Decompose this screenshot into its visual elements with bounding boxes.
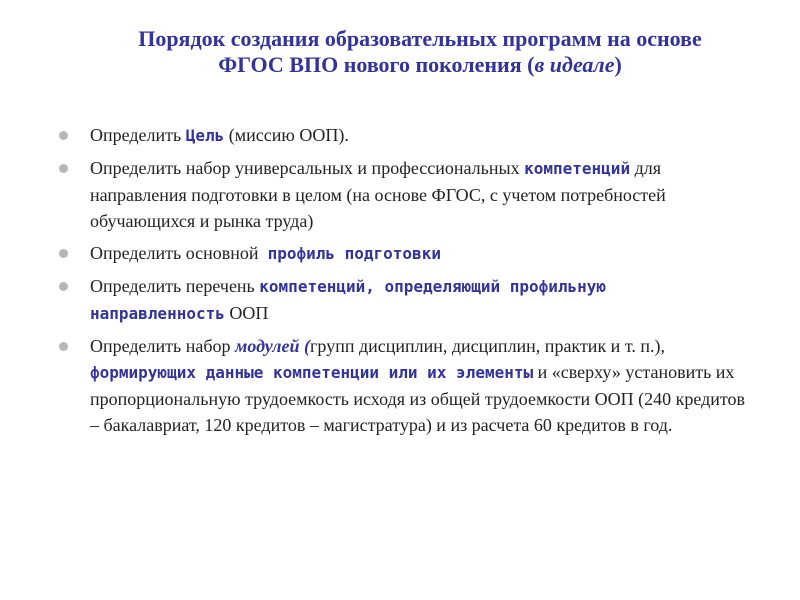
bullet-item-competencies: [56, 155, 746, 234]
bullet-highlight: компетенций, определяющий профильную направленность: [90, 277, 607, 323]
slide-title: [40, 26, 800, 78]
bullet-highlight: компетенций: [524, 159, 631, 178]
title-line-2-prefix: ФГОС ВПО нового поколения (: [218, 52, 535, 77]
bullet-dot-icon: [59, 131, 68, 140]
bullet-text: и «сверху» установить их пропорциональную трудоемкость исходя из общей трудоемкости ООП (240 кредитов – бакалавриат, 120 кредитов – магистратура) и из расчета 60 кредитов в год.: [90, 362, 746, 435]
title-line-1: Порядок создания образовательных программ на основе: [138, 26, 702, 51]
bullet-item-profile-competencies: [56, 273, 746, 327]
bullet-highlight: модулей (: [235, 336, 311, 356]
bullet-item-goal: [56, 122, 746, 149]
bullet-dot-icon: [59, 164, 68, 173]
bullet-text: Определить набор: [90, 336, 236, 356]
title-line-2: [40, 52, 800, 78]
bullet-text: ООП: [224, 303, 269, 323]
title-line-2-emphasis: в идеале: [534, 52, 615, 77]
bullet-highlight: Цель: [185, 126, 225, 145]
bullet-dot-icon: [59, 249, 68, 258]
bullet-item-modules: [56, 333, 746, 438]
bullet-highlight: формирующих данные компетенции или их элементы: [90, 363, 534, 382]
title-line-2-suffix: ): [614, 52, 622, 77]
bullet-highlight: профиль подготовки: [267, 244, 441, 263]
bullet-text: Определить набор универсальных и профессиональных: [90, 158, 525, 178]
bullet-text: Определить: [90, 125, 186, 145]
bullet-list: [56, 122, 746, 444]
bullet-text: Определить перечень: [90, 276, 260, 296]
bullet-text: групп дисциплин, дисциплин, практик и т. п.),: [310, 336, 665, 356]
bullet-text: (миссию ООП).: [224, 125, 349, 145]
bullet-dot-icon: [59, 282, 68, 291]
bullet-text: для направления подготовки в целом (на основе ФГОС, с учетом потребностей обучающихся и рынка труда): [90, 158, 666, 231]
bullet-dot-icon: [59, 342, 68, 351]
bullet-text: Определить основной: [90, 243, 268, 263]
bullet-item-profile: [56, 240, 746, 267]
